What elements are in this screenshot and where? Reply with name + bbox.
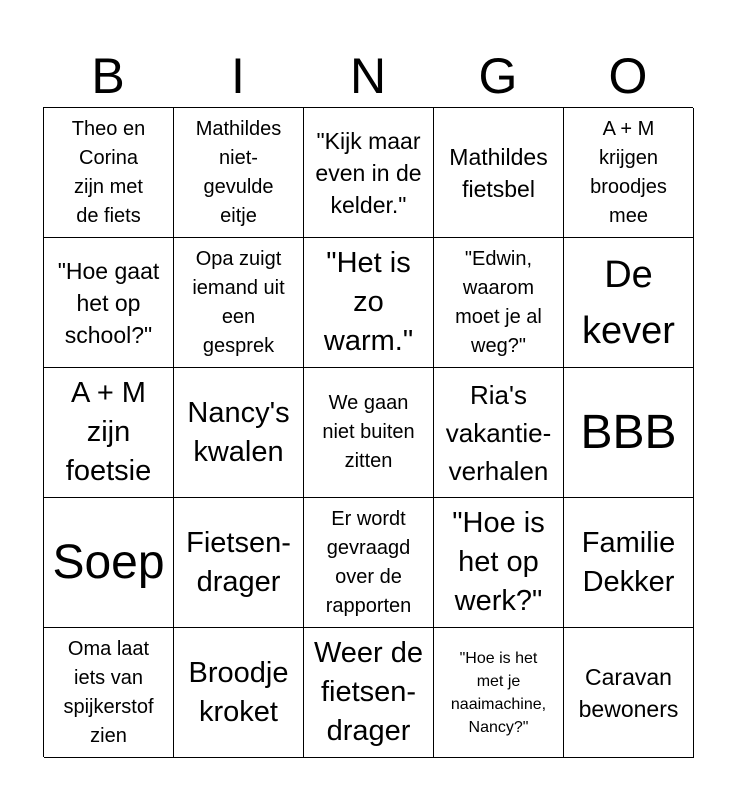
bingo-cell: "Hoe is het met je naaimachine, Nancy?" bbox=[434, 628, 564, 758]
header-letter-n: N bbox=[349, 48, 387, 104]
bingo-cell: A + M krijgen broodjes mee bbox=[564, 108, 694, 238]
header-letter-i: I bbox=[231, 48, 245, 104]
bingo-cell: "Hoe is het op werk?" bbox=[434, 498, 564, 628]
bingo-header bbox=[43, 44, 693, 108]
header-letter-b: B bbox=[91, 48, 125, 104]
bingo-cell: "Edwin, waarom moet je al weg?" bbox=[434, 238, 564, 368]
bingo-cell: Caravan bewoners bbox=[564, 628, 694, 758]
bingo-cell: Theo en Corina zijn met de fiets bbox=[44, 108, 174, 238]
header-letter-g: G bbox=[478, 48, 518, 104]
bingo-board bbox=[43, 107, 693, 757]
bingo-cell: "Het is zo warm." bbox=[304, 238, 434, 368]
bingo-cell: Mathildes niet- gevulde eitje bbox=[174, 108, 304, 238]
header-letter-o: O bbox=[608, 48, 648, 104]
bingo-cell: De kever bbox=[564, 238, 694, 368]
bingo-cell: Mathildes fietsbel bbox=[434, 108, 564, 238]
bingo-cell: Opa zuigt iemand uit een gesprek bbox=[174, 238, 304, 368]
bingo-cell: A + M zijn foetsie bbox=[44, 368, 174, 498]
bingo-cell: Er wordt gevraagd over de rapporten bbox=[304, 498, 434, 628]
bingo-cell: Broodje kroket bbox=[174, 628, 304, 758]
bingo-cell: "Hoe gaat het op school?" bbox=[44, 238, 174, 368]
bingo-cell: Nancy's kwalen bbox=[174, 368, 304, 498]
bingo-cell: We gaan niet buiten zitten bbox=[304, 368, 434, 498]
bingo-cell: Ria's vakantie- verhalen bbox=[434, 368, 564, 498]
bingo-cell: BBB bbox=[564, 368, 694, 498]
bingo-cell: Oma laat iets van spijkerstof zien bbox=[44, 628, 174, 758]
bingo-cell: "Kijk maar even in de kelder." bbox=[304, 108, 434, 238]
bingo-cell: Fietsen- drager bbox=[174, 498, 304, 628]
bingo-cell: Soep bbox=[44, 498, 174, 628]
bingo-cell: Familie Dekker bbox=[564, 498, 694, 628]
bingo-cell: Weer de fietsen- drager bbox=[304, 628, 434, 758]
